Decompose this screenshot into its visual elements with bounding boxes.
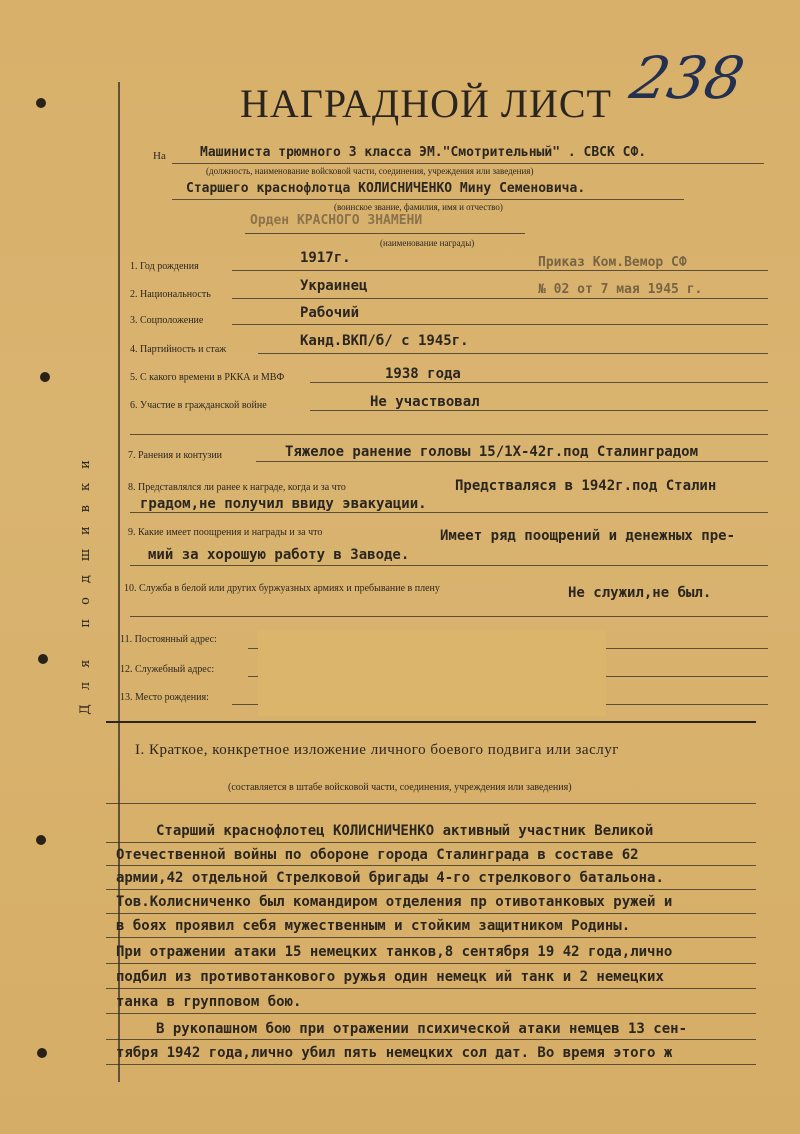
ruled-line [106, 865, 756, 866]
field-value: Не участвовал [370, 394, 480, 410]
ruled-line [106, 1039, 756, 1040]
name-caption: (воинское звание, фамилия, имя и отчество) [334, 202, 503, 212]
name-line [172, 199, 684, 200]
binding-margin-note-text: Для подшивки [77, 445, 93, 715]
award-line [245, 233, 525, 234]
field-value: 1917г. [300, 250, 351, 266]
field-label: 12. Служебный адрес: [120, 664, 215, 675]
award-caption: (наименование награды) [380, 238, 475, 248]
field-label: 13. Место рождения: [120, 692, 209, 703]
field-value-continued: мий за хорошую работу в Заводе. [148, 547, 410, 563]
binding-hole [38, 654, 48, 664]
field-line [310, 410, 768, 411]
handwritten-number: 238 [624, 44, 750, 112]
ruled-line [106, 963, 756, 964]
field-value: Канд.ВКП/б/ с 1945г. [300, 333, 469, 349]
narrative-line: Отечественной войны по обороне города Сталинграда в составе 62 [116, 847, 639, 863]
field-line [130, 434, 768, 435]
redacted-block [258, 630, 606, 716]
field-label: 6. Участие в гражданской войне [130, 400, 267, 411]
narrative-line: подбил из противотанкового ружья один немецк ий танк и 2 немецких [116, 969, 664, 985]
ruled-line [106, 1064, 756, 1065]
field-line [130, 565, 768, 566]
section-caption: (составляется в штабе войсковой части, соединения, учреждения или заведения) [228, 782, 572, 793]
field-label: 2. Национальность [130, 289, 211, 300]
field-value: Украинец [300, 278, 368, 294]
narrative-line: При отражении атаки 15 немецких танков,8 сентября 19 42 года,лично [116, 944, 673, 960]
binding-hole [36, 98, 46, 108]
field-line [232, 298, 768, 299]
field-label: 3. Соцположение [130, 315, 204, 326]
narrative-line: танка в групповом бою. [116, 994, 302, 1010]
binding-hole [36, 835, 46, 845]
binding-hole [37, 1048, 47, 1058]
section-separator [106, 721, 756, 723]
field-label: 9. Какие имеет поощрения и награды и за что [128, 527, 323, 538]
name-value: Старшего краснофлотца КОЛИСНИЧЕНКО Мину Семеновича. [186, 181, 586, 196]
award-value: Орден КРАСНОГО ЗНАМЕНИ [250, 213, 423, 228]
field-line [130, 512, 768, 513]
ruled-line [106, 842, 756, 843]
field-line [232, 270, 768, 271]
field-value: 1938 года [385, 366, 461, 382]
section-title: I. Краткое, конкретное изложение личного боевого подвига или заслуг [135, 742, 619, 758]
field-label: 10. Служба в белой или других буржуазных армиях и пребывание в плену [124, 583, 440, 594]
field-line [130, 616, 768, 617]
field-line [256, 461, 768, 462]
ruled-line [106, 988, 756, 989]
field-label: 11. Постоянный адрес: [120, 634, 217, 645]
order-note-line2: № 02 от 7 мая 1945 г. [538, 282, 703, 297]
field-value: Тяжелое ранение головы 15/1Х-42г.под Сталинградом [285, 444, 699, 460]
narrative-line: армии,42 отдельной Стрелковой бригады 4-го стрелкового батальона. [116, 870, 664, 886]
narrative-line: Тов.Колисниченко был командиром отделения пр отивотанковых ружей и [116, 894, 673, 910]
field-label: 8. Представлялся ли ранее к награде, когда и за что [128, 482, 346, 493]
field-value: Не служил,не был. [568, 585, 712, 601]
ruled-line [106, 937, 756, 938]
position-caption: (должность, наименование войсковой части, соединения, учреждения или заведения) [206, 166, 534, 176]
narrative-line: В рукопашном бою при отражении психической атаки немцев 13 сен- [156, 1021, 688, 1037]
binding-hole [40, 372, 50, 382]
binding-margin-note [60, 420, 110, 740]
field-line [310, 382, 768, 383]
field-label: 5. С какого времени в РККА и МВФ [130, 372, 285, 383]
position-value: Машиниста трюмного 3 класса ЭМ."Смотрительный" . СВСК СФ. [200, 145, 647, 160]
narrative-line: тября 1942 года,лично убил пять немецких сол дат. Во время этого ж [116, 1045, 673, 1061]
field-label: 7. Ранения и контузии [128, 450, 223, 461]
field-value-continued: градом,не получил ввиду эвакуации. [140, 496, 427, 512]
ruled-line [106, 889, 756, 890]
field-value: Имеет ряд поощрений и денежных пре- [440, 528, 736, 544]
narrative-line: Старший краснофлотец КОЛИСНИЧЕНКО активный участник Великой [156, 823, 654, 839]
document-title: НАГРАДНОЙ ЛИСТ [240, 81, 612, 126]
narrative-line: в боях проявил себя мужественным и стойким защитником Родины. [116, 918, 631, 934]
field-label: 4. Партийность и стаж [130, 344, 227, 355]
field-label: 1. Год рождения [130, 261, 199, 272]
section-line [106, 803, 756, 804]
ruled-line [106, 913, 756, 914]
header-prefix: На [153, 150, 166, 162]
field-value: Предстваляся в 1942г.под Сталин [455, 478, 717, 494]
field-line [232, 324, 768, 325]
field-value: Рабочий [300, 305, 360, 321]
position-line [172, 163, 764, 164]
field-line [258, 353, 768, 354]
ruled-line [106, 1013, 756, 1014]
order-note-line1: Приказ Ком.Вемор СФ [538, 255, 687, 270]
